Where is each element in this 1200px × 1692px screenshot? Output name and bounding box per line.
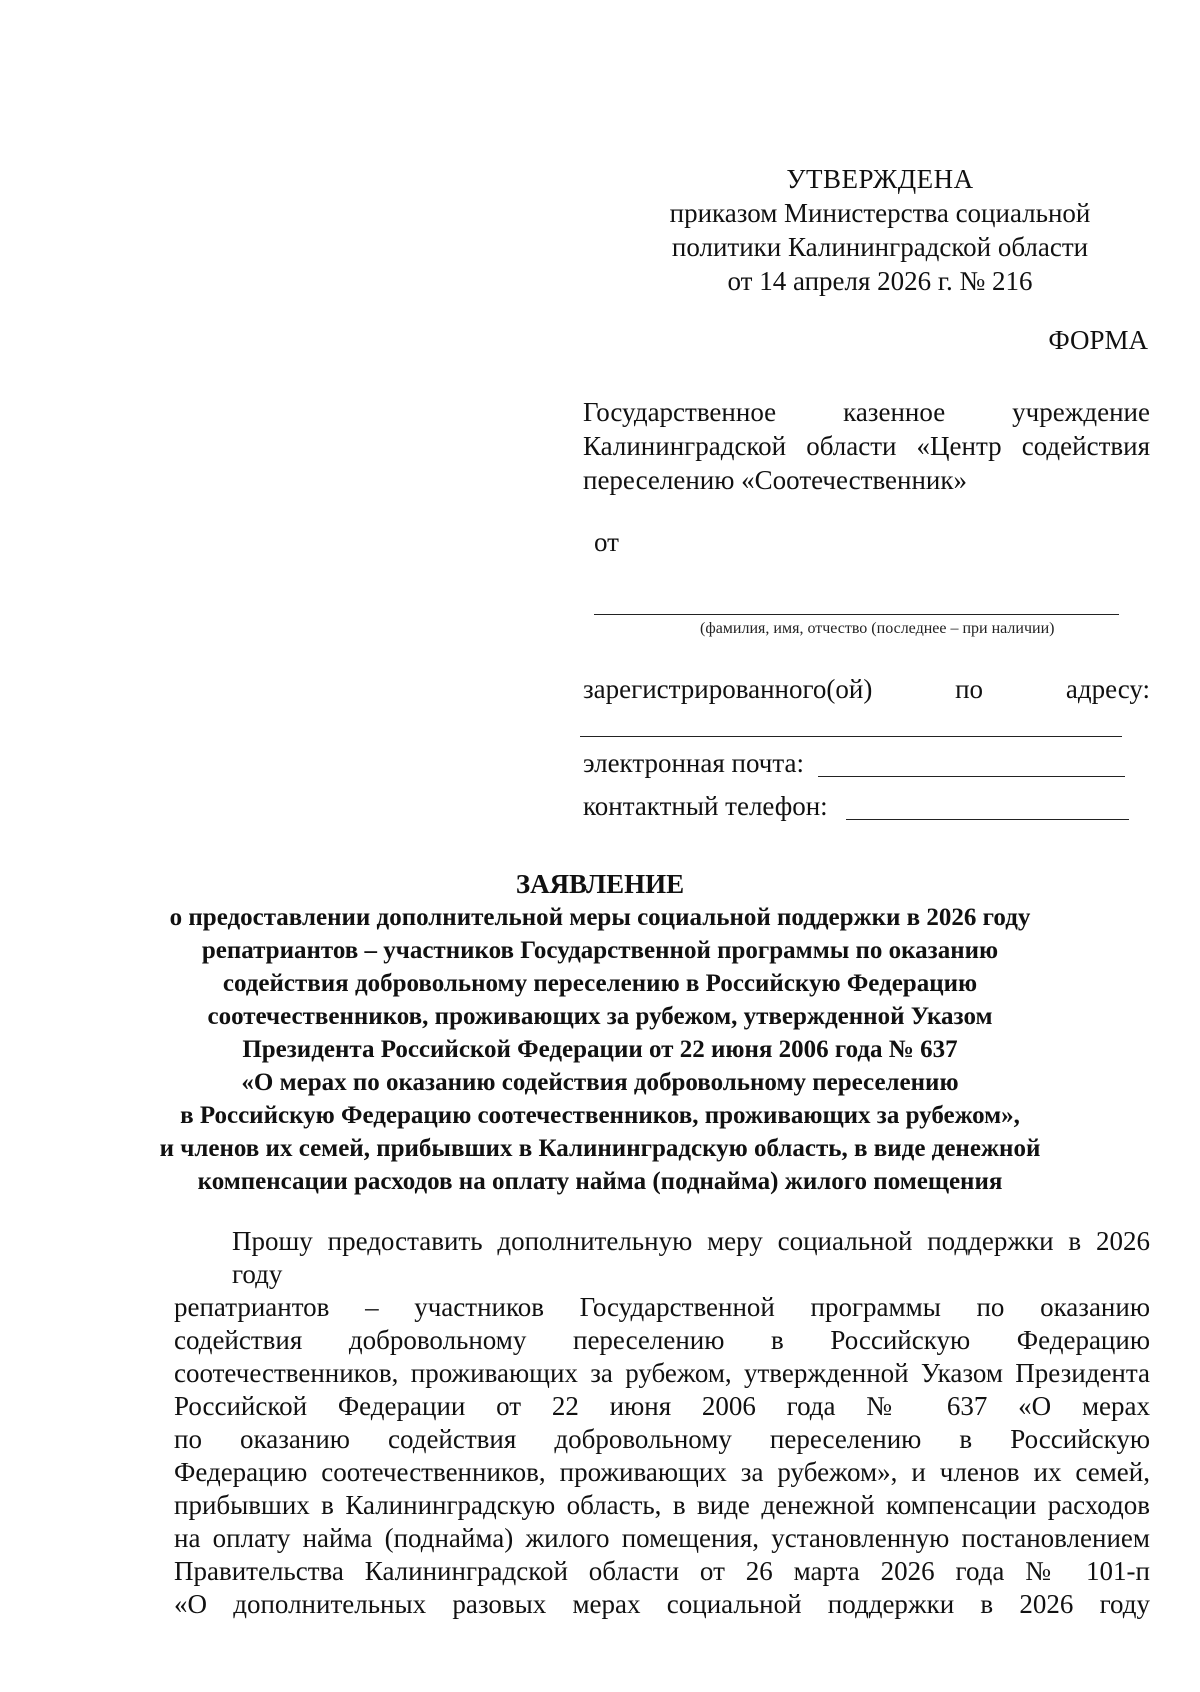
address-blank-line[interactable]: [580, 736, 1122, 737]
body-line: Правительства Калининградской области от 26 марта 2026 года № 101-п: [174, 1556, 1150, 1586]
body-line: Российской Федерации от 22 июня 2006 года № 637 «О мерах: [174, 1391, 1150, 1421]
fio-hint: (фамилия, имя, отчество (последнее – при наличии): [700, 620, 1055, 637]
body-line: соотечественников, проживающих за рубежом, утвержденной Указом Президента: [174, 1358, 1150, 1388]
email-blank-line[interactable]: [818, 776, 1125, 777]
email-row: [583, 748, 804, 779]
email-label: электронная почта:: [583, 748, 804, 778]
heading-line: содействия добровольному переселению в Российскую Федерацию: [222, 970, 978, 997]
address-word-by: по: [955, 674, 984, 704]
recipient-line-2: Калининградской области «Центр содействия: [583, 431, 1150, 461]
approval-line-1: приказом Министерства социальной: [669, 198, 1091, 228]
statement-body: [174, 1225, 1150, 1621]
form-label: ФОРМА: [1048, 325, 1148, 355]
heading-line: в Российскую Федерацию соотечественников, проживающих за рубежом»,: [180, 1102, 1020, 1129]
body-line: Прошу предоставить дополнительную меру социальной поддержки в 2026 году: [232, 1226, 1150, 1289]
approval-line-2: политики Калининградской области: [671, 232, 1089, 262]
heading-line: о предоставлении дополнительной меры социальной поддержки в 2026 году: [169, 904, 1031, 931]
recipient-block: [583, 395, 1150, 497]
address-word-registered: зарегистрированного(ой): [583, 674, 873, 704]
approval-stamp: [640, 162, 1120, 298]
body-line: «О дополнительных разовых мерах социальной поддержки в 2026 году: [174, 1589, 1150, 1619]
statement-heading: [150, 868, 1050, 1198]
address-label-row: [583, 674, 1150, 705]
fio-blank-line[interactable]: [594, 614, 1119, 615]
recipient-line-3: переселению «Соотечественник»: [583, 465, 967, 495]
heading-line: и членов их семей, прибывших в Калининградскую область, в виде денежной: [159, 1135, 1041, 1162]
heading-line: «О мерах по оказанию содействия добровольному переселению: [241, 1069, 959, 1096]
approval-line-3: от 14 апреля 2026 г. № 216: [727, 266, 1033, 296]
heading-line: Президента Российской Федерации от 22 июня 2006 года № 637: [242, 1036, 958, 1063]
phone-label: контактный телефон:: [583, 791, 828, 821]
body-line: по оказанию содействия добровольному переселению в Российскую: [174, 1424, 1150, 1454]
heading-line: соотечественников, проживающих за рубежом, утвержденной Указом: [207, 1003, 993, 1030]
body-line: на оплату найма (поднайма) жилого помещения, установленную постановлением: [174, 1523, 1150, 1553]
phone-blank-line[interactable]: [846, 819, 1129, 820]
heading-line: репатриантов – участников Государственной программы по оказанию: [201, 937, 999, 964]
approval-title: УТВЕРЖДЕНА: [786, 164, 974, 194]
from-label: от: [594, 527, 619, 557]
phone-row: [583, 791, 828, 822]
address-word-address: адресу:: [1065, 674, 1150, 704]
heading-line: компенсации расходов на оплату найма (поднайма) жилого помещения: [197, 1168, 1003, 1195]
statement-title: ЗАЯВЛЕНИЕ: [515, 869, 685, 899]
body-line: содействия добровольному переселению в Российскую Федерацию: [174, 1325, 1150, 1355]
body-line: Федерацию соотечественников, проживающих за рубежом», и членов их семей,: [174, 1457, 1150, 1487]
body-line: репатриантов – участников Государственной программы по оказанию: [174, 1292, 1150, 1322]
recipient-line-1: Государственное казенное учреждение: [583, 397, 1150, 427]
body-line: прибывших в Калининградскую область, в виде денежной компенсации расходов: [174, 1490, 1150, 1520]
